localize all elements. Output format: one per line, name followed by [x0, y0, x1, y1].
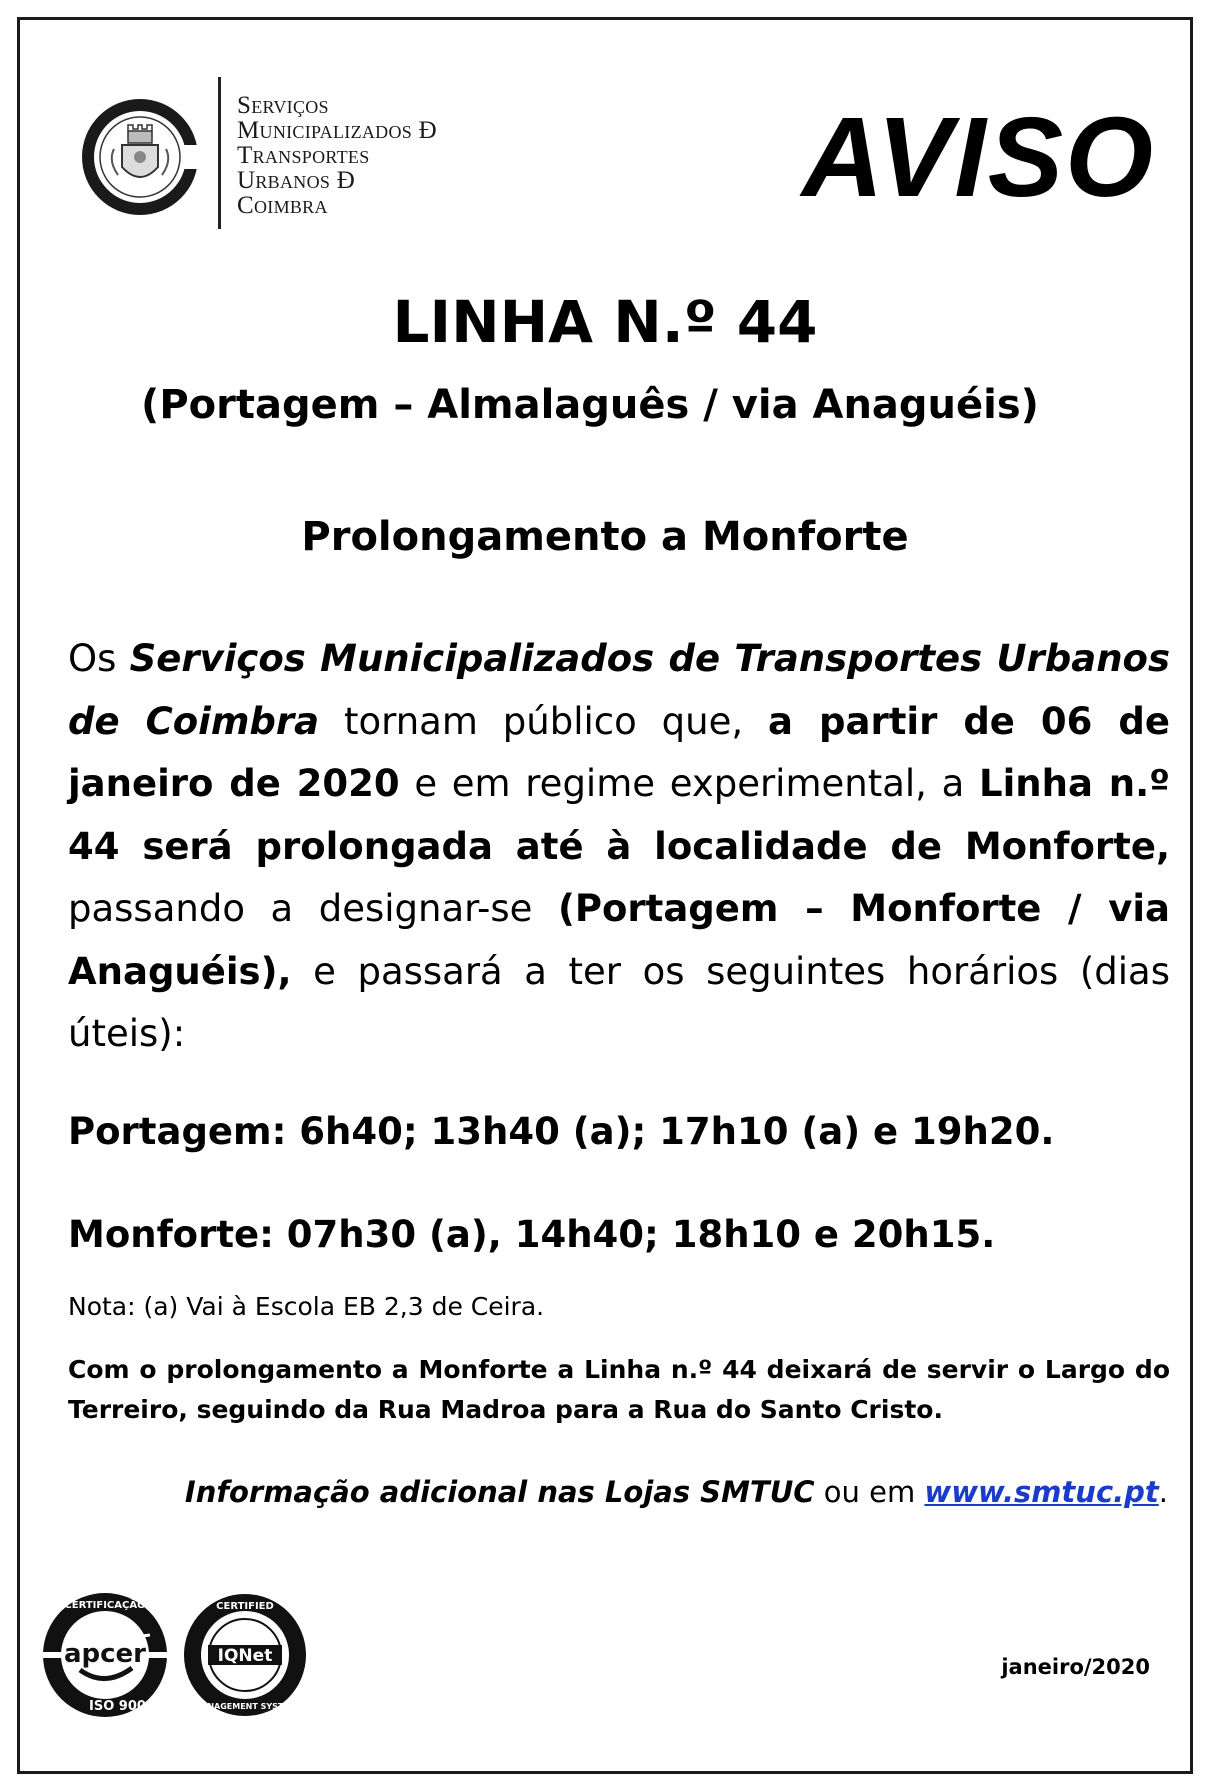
schedule-portagem: Portagem: 6h40; 13h40 (a); 17h10 (a) e 19h20. — [68, 1110, 1055, 1153]
route-change-notice: Com o prolongamento a Monforte a Linha n.º 44 deixará de servir o Largo do Terreiro, seguindo da Rua Madroa para a Rua do Santo Cristo. — [68, 1355, 1170, 1424]
body-start-date: a partir de 06 de janeiro de 2020 — [68, 699, 1171, 805]
org-line: Transportes — [237, 142, 370, 169]
body-schedule-intro: e passará a ter os seguintes horários (dias úteis): — [68, 949, 1170, 1055]
smtuc-emblem-icon — [78, 95, 202, 219]
info-suffix: . — [1158, 1475, 1168, 1509]
org-name-logo — [237, 93, 437, 218]
info-prefix: Informação adicional nas Lojas SMTUC — [184, 1475, 815, 1509]
body-extension: Linha n.º 44 será prolongada até à localidade de Monforte, — [68, 762, 1170, 868]
body-rename-prefix: passando a designar-se — [68, 887, 533, 930]
org-line: Serviços — [237, 92, 329, 119]
iqnet-bottom-text: MANAGEMENT SYSTEM — [193, 1702, 297, 1711]
body-new-name: (Portagem – Monforte / via Anaguéis), — [68, 887, 1171, 993]
notice-body — [68, 628, 1170, 1066]
notice-subtitle: Prolongamento a Monforte — [301, 514, 909, 560]
body-regime: e em regime experimental, a — [414, 762, 965, 805]
org-line: Urbanos Ð — [237, 167, 356, 194]
apcer-top-text: CERTIFICAÇÃO — [64, 1600, 146, 1611]
line-route: (Portagem – Almalaguês / via Anaguéis) — [141, 382, 1039, 428]
iqnet-top-text: CERTIFIED — [216, 1601, 274, 1612]
schedule-monforte: Monforte: 07h30 (a), 14h40; 18h10 e 20h15. — [68, 1213, 996, 1256]
apcer-certification-icon — [40, 1590, 170, 1720]
additional-info — [185, 1472, 1168, 1512]
info-connector: ou em — [814, 1475, 925, 1509]
iqnet-certification-icon — [180, 1590, 310, 1720]
schedule-note: Nota: (a) Vai à Escola EB 2,3 de Ceira. — [68, 1292, 545, 1321]
body-announce: tornam público que, — [344, 699, 744, 743]
website-link[interactable]: www.smtuc.pt — [924, 1475, 1159, 1509]
org-line: Municipalizados Ð — [237, 117, 437, 144]
body-intro: Os — [68, 637, 117, 680]
iqnet-brand: IQNet — [217, 1646, 273, 1666]
org-line: Coimbra — [237, 192, 328, 219]
apcer-brand: apcer — [63, 1639, 147, 1669]
line-title: LINHA N.º 44 — [392, 288, 818, 356]
notice-date: janeiro/2020 — [1001, 1655, 1150, 1679]
body-org-name: Serviços Municipalizados de Transportes Urbanos de Coimbra — [68, 637, 1170, 743]
notice-label: AVISO — [801, 94, 1155, 220]
apcer-iso-text: ISO 9001 — [89, 1699, 155, 1714]
logo-divider — [218, 77, 221, 229]
